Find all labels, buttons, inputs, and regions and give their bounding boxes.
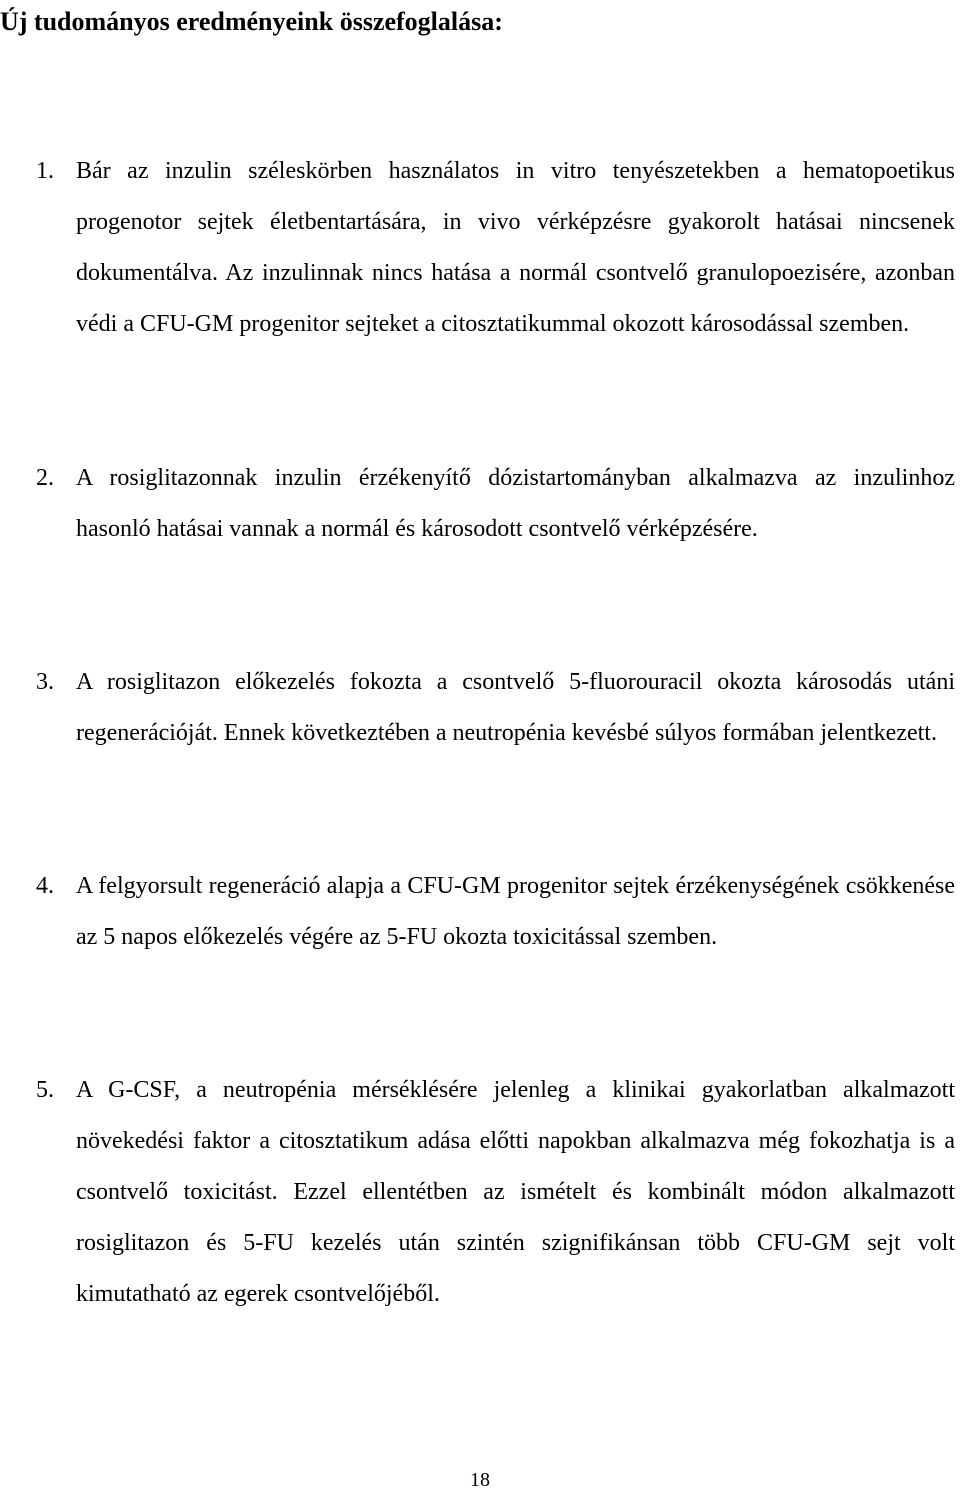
list-item-text: Bár az inzulin széleskörben használatos in vitro tenyészetekben a hematopoetikus progenotor sejtek életbentartására, in vivo vérképzésre gyakorolt hatásai nincsenek dokumentálva. Az inzulinnak nincs hatása a normál csontvelő granulopoezisére, azonban védi a CFU-GM progenitor sejteket a citosztatikummal okozott károsodással szemben.	[76, 158, 955, 337]
list-item-4	[36, 861, 955, 963]
list-item-5	[36, 1065, 955, 1320]
list-item-1	[36, 146, 955, 350]
list-item-text: A rosiglitazon előkezelés fokozta a csontvelő 5-fluorouracil okozta károsodás utáni regenerációját. Ennek következtében a neutropénia kevésbé súlyos formában jelentkezett.	[76, 669, 955, 746]
list-item-text: A G-CSF, a neutropénia mérséklésére jelenleg a klinikai gyakorlatban alkalmazott növekedési faktor a citosztatikum adása előtti napokban alkalmazva még fokozhatja is a csontvelő toxicitást. Ezzel ellentétben az ismételt és kombinált módon alkalmazott rosiglitazon és 5-FU kezelés után szintén szignifikánsan több CFU-GM sejt volt kimutatható az egerek csontvelőjéből.	[76, 1077, 955, 1307]
page-title: Új tudományos eredményeink összefoglalása:	[0, 7, 503, 36]
list-item-number: 4.	[36, 873, 54, 899]
list-item-number: 2.	[36, 465, 54, 491]
list-item-3	[36, 657, 955, 759]
list-item-number: 3.	[36, 669, 54, 695]
list-item-number: 5.	[36, 1077, 54, 1103]
list-item-2	[36, 453, 955, 555]
page-number: 18	[470, 1469, 490, 1491]
list-item-number: 1.	[36, 158, 54, 184]
list-item-text: A felgyorsult regeneráció alapja a CFU-GM progenitor sejtek érzékenységének csökkenése az 5 napos előkezelés végére az 5-FU okozta toxicitással szemben.	[76, 873, 955, 950]
list-item-text: A rosiglitazonnak inzulin érzékenyítő dózistartományban alkalmazva az inzulinhoz hasonló hatásai vannak a normál és károsodott csontvelő vérképzésére.	[76, 465, 955, 542]
